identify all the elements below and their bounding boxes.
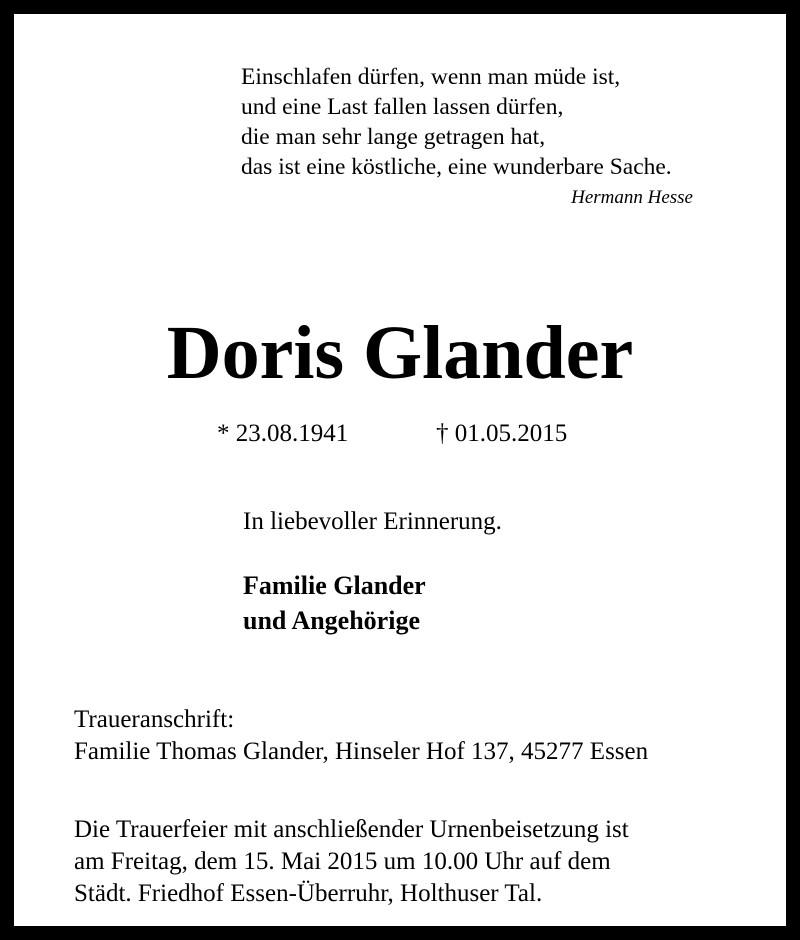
- quote-line: die man sehr lange getragen hat,: [241, 124, 546, 150]
- ceremony-line: am Freitag, dem 15. Mai 2015 um 10.00 Uhr auf dem: [74, 848, 611, 875]
- ceremony-info: [74, 814, 629, 910]
- quote-author: Hermann Hesse: [571, 187, 693, 208]
- address-label: Traueranschrift:: [74, 706, 235, 733]
- quote-line: Einschlafen dürfen, wenn man müde ist,: [241, 64, 621, 90]
- quote-line: das ist eine köstliche, eine wunderbare Sache.: [241, 154, 672, 180]
- death-date: † 01.05.2015: [436, 420, 568, 447]
- mourning-address: [74, 704, 648, 768]
- deceased-name: Doris Glander: [166, 311, 634, 395]
- address-text: Familie Thomas Glander, Hinseler Hof 137, 45277 Essen: [74, 738, 649, 765]
- quote-line: und eine Last fallen lassen dürfen,: [241, 94, 564, 120]
- memory-text: In liebevoller Erinnerung.: [243, 508, 502, 535]
- ceremony-line: Die Trauerfeier mit anschließender Urnenbeisetzung ist: [74, 816, 629, 843]
- poem-quote: [241, 62, 741, 182]
- family-line: Familie Glander: [243, 571, 426, 600]
- ceremony-line: Städt. Friedhof Essen-Überruhr, Holthuser Tal.: [74, 880, 543, 907]
- family-line: und Angehörige: [243, 606, 420, 635]
- birth-date: * 23.08.1941: [217, 420, 349, 447]
- family-signature: [243, 568, 426, 638]
